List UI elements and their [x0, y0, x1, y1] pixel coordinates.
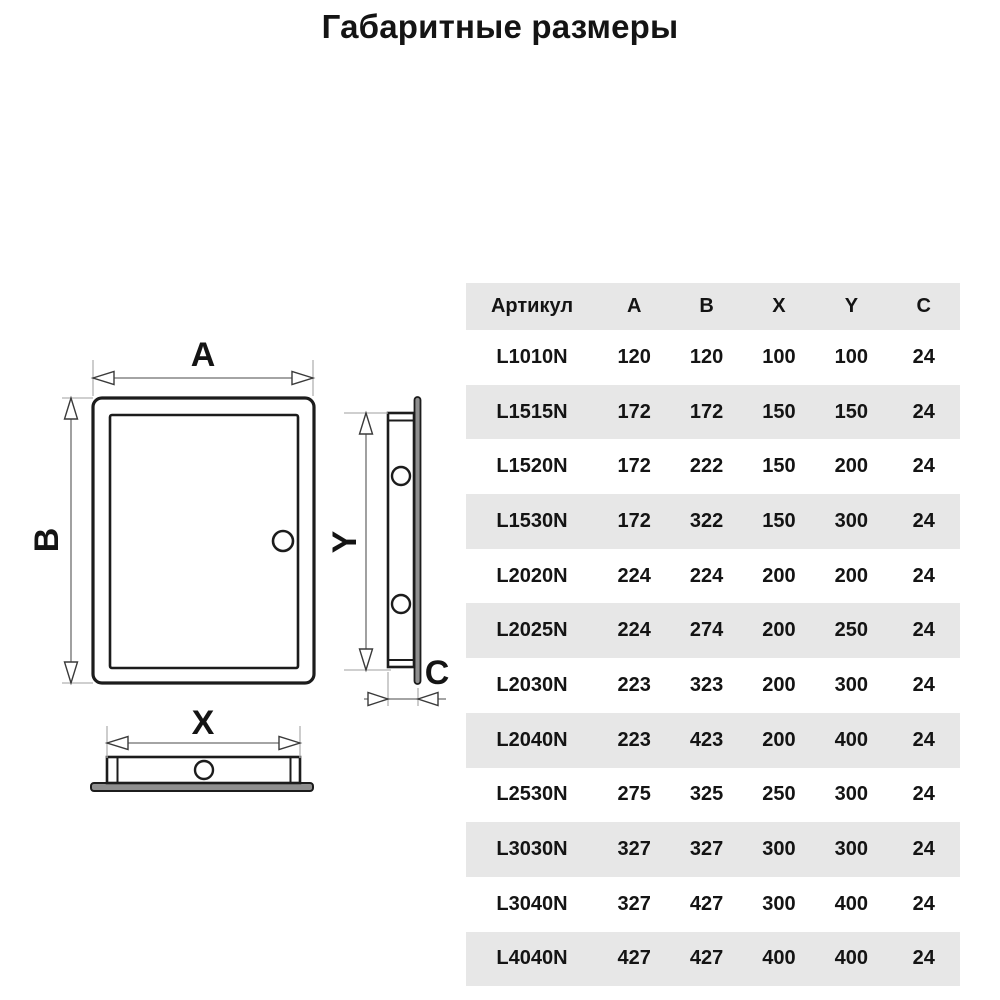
- dimension-x-label: X: [191, 704, 215, 742]
- article-cell: L3030N: [496, 838, 568, 861]
- value-cell: 24: [912, 892, 935, 915]
- value-cell: 275: [617, 783, 651, 806]
- value-cell: 150: [834, 400, 869, 423]
- value-cell: 24: [912, 838, 935, 861]
- dimension-a: [93, 336, 313, 396]
- dimension-b-label: B: [28, 527, 66, 553]
- value-cell: 120: [689, 345, 724, 368]
- value-cell: 24: [912, 947, 935, 970]
- value-cell: 423: [689, 728, 724, 751]
- value-cell: 322: [689, 509, 724, 532]
- value-cell: 300: [834, 783, 869, 806]
- page-title: Габаритные размеры: [321, 8, 679, 45]
- column-header-a: A: [626, 295, 642, 317]
- article-cell: L4040N: [496, 947, 568, 970]
- value-cell: 24: [912, 619, 935, 642]
- table-row: [466, 822, 960, 877]
- arrowhead-left-icon: [93, 372, 114, 385]
- column-header-article: Артикул: [490, 295, 574, 317]
- column-header-b: B: [699, 295, 714, 317]
- value-cell: 172: [689, 400, 724, 423]
- column-header-x: X: [772, 295, 786, 317]
- bottom-hole: [195, 761, 213, 779]
- table-row: [466, 439, 960, 494]
- value-cell: 150: [762, 509, 796, 532]
- value-cell: 400: [834, 728, 869, 751]
- value-cell: 223: [617, 673, 651, 696]
- dimension-c-label: C: [424, 654, 450, 692]
- article-cell: L1520N: [496, 455, 568, 478]
- table-row: [466, 932, 960, 987]
- value-cell: 274: [689, 619, 724, 642]
- value-cell: 323: [689, 673, 724, 696]
- arrowhead-down-icon: [65, 662, 78, 683]
- door-handle: [273, 531, 293, 551]
- value-cell: 250: [762, 783, 796, 806]
- side-body: [388, 413, 414, 667]
- column-header-c: C: [916, 295, 931, 317]
- dimension-x: [107, 704, 300, 758]
- value-cell: 327: [617, 838, 651, 861]
- value-cell: 200: [762, 564, 796, 587]
- arrowhead-up-icon: [65, 398, 78, 419]
- value-cell: 24: [912, 455, 935, 478]
- value-cell: 400: [762, 947, 796, 970]
- dimensions-table: [466, 283, 960, 986]
- value-cell: 224: [617, 564, 651, 587]
- value-cell: 200: [762, 619, 796, 642]
- value-cell: 200: [834, 564, 869, 587]
- value-cell: 300: [834, 509, 869, 532]
- value-cell: 120: [617, 345, 651, 368]
- table-row: [466, 877, 960, 932]
- value-cell: 300: [834, 838, 869, 861]
- value-cell: 222: [689, 455, 724, 478]
- value-cell: 100: [762, 345, 796, 368]
- table-row: [466, 549, 960, 604]
- dimension-b: [28, 398, 93, 683]
- article-cell: L2020N: [496, 564, 568, 587]
- value-cell: 150: [762, 400, 796, 423]
- article-cell: L2025N: [496, 619, 568, 642]
- front-view: [93, 398, 314, 683]
- arrowhead-right-icon: [279, 737, 300, 750]
- value-cell: 327: [617, 892, 651, 915]
- arrowhead-up-icon: [360, 413, 373, 434]
- value-cell: 427: [689, 947, 724, 970]
- value-cell: 400: [834, 947, 869, 970]
- value-cell: 200: [834, 455, 869, 478]
- table-row: [466, 713, 960, 768]
- value-cell: 200: [762, 728, 796, 751]
- value-cell: 250: [834, 619, 869, 642]
- article-cell: L3040N: [496, 892, 568, 915]
- value-cell: 200: [762, 673, 796, 696]
- table-row: [466, 658, 960, 713]
- value-cell: 172: [617, 509, 651, 532]
- side-view: [388, 397, 421, 684]
- value-cell: 300: [834, 673, 869, 696]
- value-cell: 24: [912, 345, 935, 368]
- column-header-y: Y: [844, 295, 859, 317]
- value-cell: 100: [834, 345, 869, 368]
- article-cell: L2040N: [496, 728, 568, 751]
- arrowhead-right-icon: [368, 693, 388, 706]
- value-cell: 300: [762, 838, 796, 861]
- value-cell: 24: [912, 673, 935, 696]
- value-cell: 427: [617, 947, 651, 970]
- value-cell: 325: [689, 783, 724, 806]
- table-row: [466, 385, 960, 440]
- value-cell: 223: [617, 728, 651, 751]
- value-cell: 24: [912, 728, 935, 751]
- value-cell: 224: [689, 564, 724, 587]
- arrowhead-down-icon: [360, 649, 373, 670]
- side-hole-bottom: [392, 595, 410, 613]
- article-cell: L2030N: [496, 673, 568, 696]
- value-cell: 300: [762, 892, 796, 915]
- value-cell: 24: [912, 783, 935, 806]
- value-cell: 172: [617, 455, 651, 478]
- side-flange: [415, 397, 421, 684]
- value-cell: 327: [689, 838, 724, 861]
- table-header-row: [466, 283, 960, 330]
- arrowhead-left-icon: [107, 737, 128, 750]
- bottom-view: [91, 757, 313, 791]
- table-row: [466, 603, 960, 658]
- table-row: [466, 768, 960, 823]
- value-cell: 400: [834, 892, 869, 915]
- dimension-y-label: Y: [326, 530, 364, 554]
- panel-door: [110, 415, 298, 668]
- side-hole-top: [392, 467, 410, 485]
- value-cell: 172: [617, 400, 651, 423]
- value-cell: 224: [617, 619, 651, 642]
- value-cell: 24: [912, 564, 935, 587]
- arrowhead-left-icon: [418, 693, 438, 706]
- table-row: [466, 330, 960, 385]
- dimension-a-label: A: [190, 336, 216, 374]
- value-cell: 427: [689, 892, 724, 915]
- value-cell: 24: [912, 400, 935, 423]
- arrowhead-right-icon: [292, 372, 313, 385]
- article-cell: L1530N: [496, 509, 568, 532]
- article-cell: L1010N: [496, 345, 568, 368]
- article-cell: L1515N: [496, 400, 568, 423]
- article-cell: L2530N: [496, 783, 568, 806]
- technical-drawing: [0, 0, 470, 1000]
- value-cell: 150: [762, 455, 796, 478]
- dimension-y: [326, 413, 391, 670]
- table-row: [466, 494, 960, 549]
- value-cell: 24: [912, 509, 935, 532]
